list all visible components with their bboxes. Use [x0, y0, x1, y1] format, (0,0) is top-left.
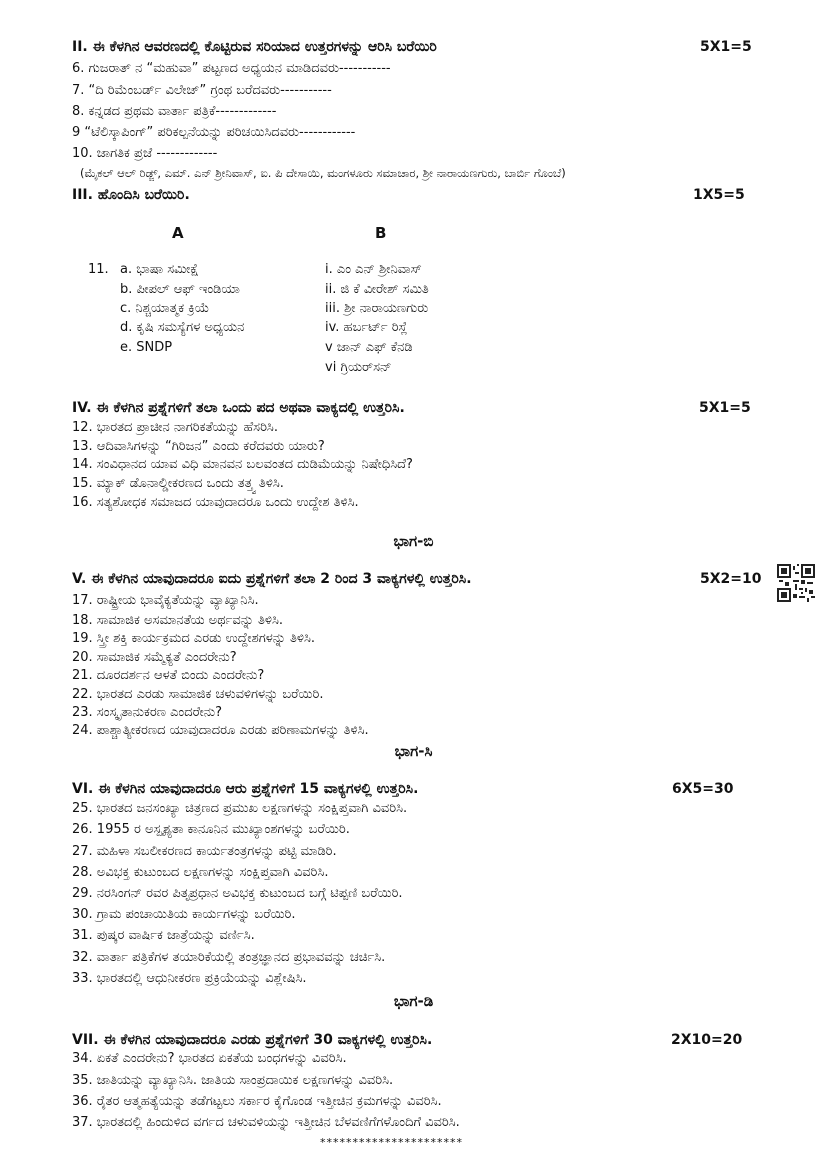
part-d-title: ಭಾಗ-ಡಿ	[393, 992, 434, 1010]
question-37: 37. ಭಾರತದಲ್ಲಿ ಹಿಂದುಳಿದ ವರ್ಗದ ಚಳುವಳಿಯನ್ನು ಇತ್ತೀಚಿನ ಬೆಳವಣಿಗೆಗಳೊಂದಿಗೆ ವಿವರಿಸಿ.	[72, 1115, 460, 1130]
match-b-item: iv. ಹರ್ಬರ್ಟ್ ರಿಸ್ಲೆ	[325, 320, 408, 335]
match-b-item: vi ಗ್ರಿಯರ್‌ಸನ್	[325, 360, 392, 375]
match-a-item: c. ನಿಶ್ಚಯಾತ್ಮಕ ಕ್ರಿಯೆ	[120, 301, 210, 316]
question-6: 6. ಗುಜರಾತ್ ನ “ಮಹುವಾ” ಪಟ್ಟಣದ ಅಧ್ಯಯನ ಮಾಡಿದವರು-----------	[72, 61, 391, 76]
question-11-number: 11.	[88, 262, 109, 277]
section-6-heading: VI. ಈ ಕೆಳಗಿನ ಯಾವುದಾದರೂ ಆರು ಪ್ರಶ್ನೆಗಳಿಗೆ 15 ವಾಕ್ಯಗಳಲ್ಲಿ ಉತ್ತರಿಸಿ.	[72, 781, 419, 797]
question-17: 17. ರಾಷ್ಟ್ರೀಯ ಭಾವೈಕ್ಯತೆಯನ್ನು ವ್ಯಾಖ್ಯಾನಿಸಿ.	[72, 593, 259, 608]
question-30: 30. ಗ್ರಾಮ ಪಂಚಾಯಿತಿಯ ಕಾರ್ಯಗಳನ್ನು ಬರೆಯಿರಿ.	[72, 907, 296, 922]
question-18: 18. ಸಾಮಾಜಿಕ ಅಸಮಾನತೆಯ ಅರ್ಥವನ್ನು ತಿಳಿಸಿ.	[72, 613, 283, 628]
question-32: 32. ವಾರ್ತಾ ಪತ್ರಿಕೆಗಳ ತಯಾರಿಕೆಯಲ್ಲಿ ತಂತ್ರಜ್ಞಾನದ ಪ್ರಭಾವವನ್ನು ಚರ್ಚಿಸಿ.	[72, 950, 386, 965]
question-22: 22. ಭಾರತದ ಎರಡು ಸಾಮಾಜಿಕ ಚಳುವಳಿಗಳನ್ನು ಬರೆಯಿರಿ.	[72, 687, 324, 702]
section-5-marks: 5X2=10	[700, 571, 762, 587]
question-7: 7. “ದಿ ರಿಮೆಂಬರ್ಡ್ ವಿಲೇಜ್” ಗ್ರಂಥ ಬರೆದವರು-----------	[72, 83, 332, 98]
section-5-heading: V. ಈ ಕೆಳಗಿನ ಯಾವುದಾದರೂ ಐದು ಪ್ರಶ್ನೆಗಳಿಗೆ ತಲಾ 2 ರಿಂದ 3 ವಾಕ್ಯಗಳಲ್ಲಿ ಉತ್ತರಿಸಿ.	[72, 571, 472, 587]
column-a-header: A	[172, 224, 184, 242]
question-16: 16. ಸತ್ಯಶೋಧಕ ಸಮಾಜದ ಯಾವುದಾದರೂ ಒಂದು ಉದ್ದೇಶ ತಿಳಿಸಿ.	[72, 495, 359, 510]
question-36: 36. ರೈತರ ಆತ್ಮಹತ್ಯೆಯನ್ನು ತಡೆಗಟ್ಟಲು ಸರ್ಕಾರ ಕೈಗೊಂಡ ಇತ್ತೀಚಿನ ಕ್ರಮಗಳನ್ನು ವಿವರಿಸಿ.	[72, 1094, 442, 1109]
part-c-title: ಭಾಗ-ಸಿ	[394, 742, 433, 760]
match-a-item: b. ಪೀಪಲ್ ಆಫ್ ಇಂಡಿಯಾ	[120, 282, 240, 297]
answer-options: (ಮೈಕಲ್ ಆಲ್ ರಿಡ್ಜ್, ಎಮ್. ಎನ್ ಶ್ರೀನಿವಾಸ್, ಐ. ಪಿ ದೇಸಾಯಿ, ಮಂಗಳೂರು ಸಮಾಚಾರ, ಶ್ರೀ ನಾರಾಯಣಗುರು, ಬಾರ್ಬಿ ಗೊಂಬೆ)	[80, 166, 566, 180]
question-19: 19. ಸ್ತ್ರೀ ಶಕ್ತಿ ಕಾರ್ಯಕ್ರಮದ ಎರಡು ಉದ್ದೇಶಗಳನ್ನು ತಿಳಿಸಿ.	[72, 631, 316, 646]
section-7-heading: VII. ಈ ಕೆಳಗಿನ ಯಾವುದಾದರೂ ಎರಡು ಪ್ರಶ್ನೆಗಳಿಗೆ 30 ವಾಕ್ಯಗಳಲ್ಲಿ ಉತ್ತರಿಸಿ.	[72, 1032, 433, 1048]
qr-code-icon	[777, 564, 815, 602]
section-3-heading: III. ಹೊಂದಿಸಿ ಬರೆಯಿರಿ.	[72, 187, 190, 203]
match-b-item: i. ಎಂ ಎನ್ ಶ್ರೀನಿವಾಸ್	[325, 262, 422, 277]
match-b-item: iii. ಶ್ರೀ ನಾರಾಯಣಗುರು	[325, 301, 429, 316]
part-b-title: ಭಾಗ-ಬಿ	[393, 532, 434, 550]
question-21: 21. ದೂರದರ್ಶನ ಆಳತೆ ಬಿಂದು ಎಂದರೇನು?	[72, 668, 265, 683]
question-34: 34. ಏಕತೆ ಎಂದರೇನು? ಭಾರತದ ಏಕತೆಯ ಬಂಧಗಳನ್ನು ವಿವರಿಸಿ.	[72, 1051, 347, 1066]
question-12: 12. ಭಾರತದ ಪ್ರಾಚೀನ ನಾಗರಿಕತೆಯನ್ನು ಹೆಸರಿಸಿ.	[72, 420, 278, 435]
question-26: 26. 1955 ರ ಅಸ್ಪೃಶ್ಯತಾ ಕಾನೂನಿನ ಮುಖ್ಯಾಂಶಗಳನ್ನು ಬರೆಯಿರಿ.	[72, 822, 350, 837]
question-20: 20. ಸಾಮಾಜಿಕ ಸಮ್ಮೆಕ್ಯತೆ ಎಂದರೇನು?	[72, 650, 237, 665]
section-7-marks: 2X10=20	[671, 1032, 743, 1048]
question-35: 35. ಜಾತಿಯನ್ನು ವ್ಯಾಖ್ಯಾನಿಸಿ. ಜಾತಿಯ ಸಾಂಪ್ರದಾಯಿಕ ಲಕ್ಷಣಗಳನ್ನು ವಿವರಿಸಿ.	[72, 1073, 394, 1088]
column-b-header: B	[375, 224, 387, 242]
match-b-item: ii. ಜಿ ಕೆ ವೀರೇಶ್ ಸಮಿತಿ	[325, 282, 429, 297]
question-24: 24. ಪಾಶ್ಚಾತ್ಯೀಕರಣದ ಯಾವುದಾದರೂ ಎರಡು ಪರಿಣಾಮಗಳನ್ನು ತಿಳಿಸಿ.	[72, 723, 369, 738]
question-15: 15. ಮ್ಯಾಕ್ ಡೊನಾಲ್ಡೀಕರಣದ ಒಂದು ತತ್ತ್ವ ತಿಳಿಸಿ.	[72, 476, 284, 491]
question-31: 31. ಪುಷ್ಕರ ವಾರ್ಷಿಕ ಜಾತ್ರೆಯನ್ನು ವರ್ಣಿಸಿ.	[72, 928, 255, 943]
match-a-item: e. SNDP	[120, 340, 173, 355]
question-8: 8. ಕನ್ನಡದ ಪ್ರಥಮ ವಾರ್ತಾ ಪತ್ರಿಕೆ-------------	[72, 104, 277, 119]
match-a-item: a. ಭಾಷಾ ಸಮೀಕ್ಷೆ	[120, 262, 199, 277]
question-27: 27. ಮಹಿಳಾ ಸಬಲೀಕರಣದ ಕಾರ್ಯತಂತ್ರಗಳನ್ನು ಪಟ್ಟಿ ಮಾಡಿರಿ.	[72, 844, 337, 859]
section-4-heading: IV. ಈ ಕೆಳಗಿನ ಪ್ರಶ್ನೆಗಳಿಗೆ ತಲಾ ಒಂದು ಪದ ಅಥವಾ ವಾಕ್ಯದಲ್ಲಿ ಉತ್ತರಿಸಿ.	[72, 400, 405, 416]
end-marker: **********************	[320, 1136, 463, 1149]
question-33: 33. ಭಾರತದಲ್ಲಿ ಆಧುನೀಕರಣ ಪ್ರಕ್ರಿಯೆಯನ್ನು ವಿಶ್ಲೇಷಿಸಿ.	[72, 971, 307, 986]
question-28: 28. ಅವಿಭಕ್ತ ಕುಟುಂಬದ ಲಕ್ಷಣಗಳನ್ನು ಸಂಕ್ಷಿಪ್ತವಾಗಿ ವಿವರಿಸಿ.	[72, 865, 329, 880]
section-2-marks: 5X1=5	[700, 39, 752, 55]
section-3-marks: 1X5=5	[693, 187, 745, 203]
question-14: 14. ಸಂವಿಧಾನದ ಯಾವ ವಿಧಿ ಮಾನವನ ಬಲವಂತದ ದುಡಿಮೆಯನ್ನು ನಿಷೇಧಿಸಿದೆ?	[72, 457, 413, 472]
question-23: 23. ಸಂಸ್ಕೃತಾನುಕರಣ ಎಂದರೇನು?	[72, 705, 222, 720]
question-25: 25. ಭಾರತದ ಜನಸಂಖ್ಯಾ ಚಿತ್ರಣದ ಪ್ರಮುಖ ಲಕ್ಷಣಗಳನ್ನು ಸಂಕ್ಷಿಪ್ತವಾಗಿ ವಿವರಿಸಿ.	[72, 801, 408, 816]
question-10: 10. ಜಾಗತಿಕ ಪ್ರಜೆ -------------	[72, 146, 218, 161]
match-b-item: v ಜಾನ್ ಎಫ್ ಕೆನಡಿ	[325, 340, 413, 355]
section-6-marks: 6X5=30	[672, 781, 734, 797]
question-29: 29. ನರಸಿಂಗನ್ ರವರ ಪಿತೃಪ್ರಧಾನ ಅವಿಭಕ್ತ ಕುಟುಂಬದ ಬಗ್ಗೆ ಟಿಪ್ಪಣಿ ಬರೆಯಿರಿ.	[72, 886, 403, 901]
question-13: 13. ಆದಿವಾಸಿಗಳನ್ನು “ಗಿರಿಜನ” ಎಂದು ಕರೆದವರು ಯಾರು?	[72, 439, 325, 454]
question-9: 9 “ಟೆಲಿಸ್ಕಾಪಿಂಗ್” ಪರಿಕಲ್ಪನೆಯನ್ನು ಪರಿಚಯಿಸಿದವರು------------	[72, 125, 356, 140]
section-2-heading: II. ಈ ಕೆಳಗಿನ ಆವರಣದಲ್ಲಿ ಕೊಟ್ಟಿರುವ ಸರಿಯಾದ ಉತ್ತರಗಳನ್ನು ಆರಿಸಿ ಬರೆಯಿರಿ	[72, 39, 437, 55]
section-4-marks: 5X1=5	[699, 400, 751, 416]
match-a-item: d. ಕೃಷಿ ಸಮಸ್ಯೆಗಳ ಅಧ್ಯಯನ	[120, 320, 245, 335]
